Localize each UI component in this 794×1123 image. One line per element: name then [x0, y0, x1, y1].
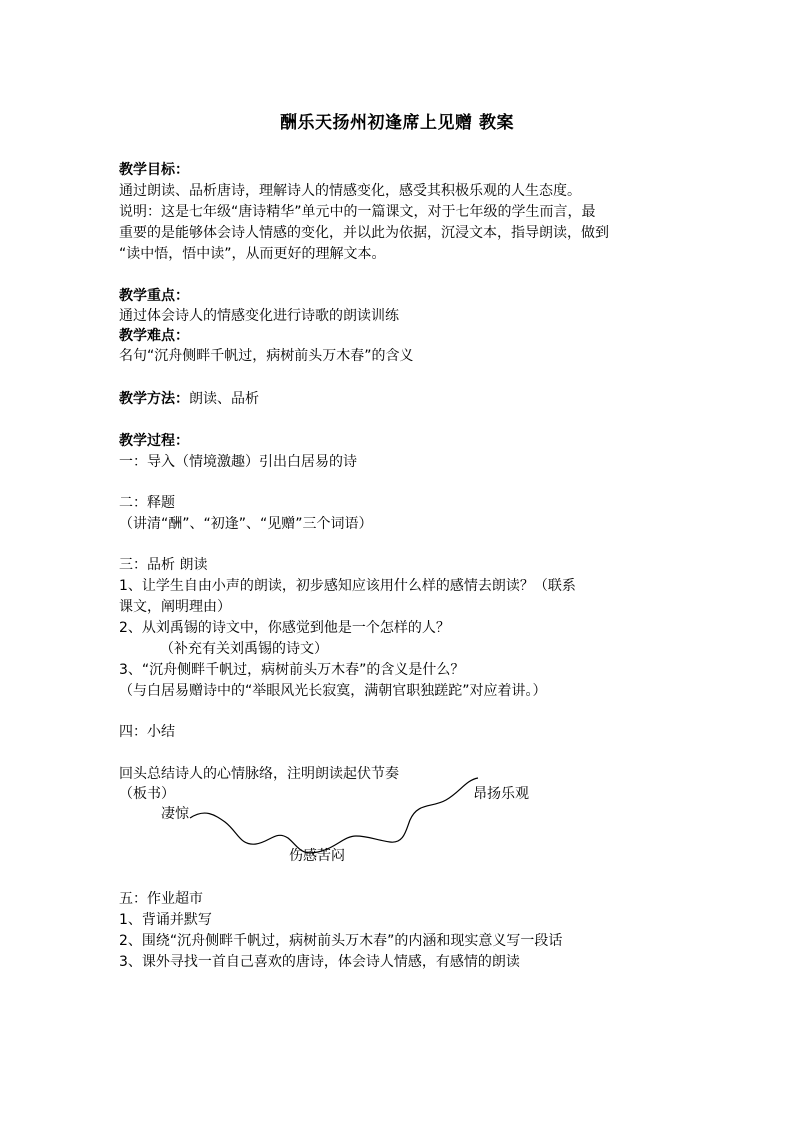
- mood-high-label: 昂扬乐观: [473, 786, 529, 802]
- key-points-text: 通过体会诗人的情感变化进行诗歌的朗读训练: [119, 308, 399, 324]
- difficulties-text: 名句“沉舟侧畔千帆过，病树前头万木春”的含义: [119, 348, 414, 364]
- homework-3: 3、课外寻找一首自己喜欢的唐诗，体会诗人情感，有感情的朗读: [119, 954, 520, 970]
- homework-2: 2、围绕“沉舟侧畔千帆过，病树前头万木春”的内涵和现实意义写一段话: [119, 933, 563, 949]
- process-step-3-2: 2、从刘禹锡的诗文中，你感觉到他是一个怎样的人？: [119, 620, 450, 636]
- objectives-heading: 教学目标：: [119, 162, 189, 178]
- page-title: 酬乐天扬州初逢席上见赠 教案: [280, 113, 514, 133]
- difficulties-heading: 教学难点：: [119, 328, 189, 344]
- mood-start-label: 凄惊: [161, 806, 189, 822]
- objectives-note-2: 重要的是能够体会诗人情感的变化，并以此为依据，沉浸文本，指导朗读，做到: [119, 225, 609, 241]
- process-step-4-title: 四：小结: [119, 724, 175, 740]
- process-step-2-detail: （讲清“酬”、“初逢”、“见赠”三个词语）: [119, 516, 373, 532]
- methods-heading: 教学方法：: [119, 391, 189, 407]
- process-step-1: 一：导入（情境激趣）引出白居易的诗: [119, 454, 357, 470]
- process-heading: 教学过程：: [119, 433, 189, 449]
- key-points-heading: 教学重点：: [119, 288, 189, 304]
- process-step-3-title: 三：品析 朗读: [119, 557, 208, 573]
- process-step-5-title: 五：作业超市: [119, 891, 203, 907]
- objectives-text: 通过朗读、品析唐诗，理解诗人的情感变化，感受其积极乐观的人生态度。: [119, 183, 581, 199]
- process-step-3-1a: 1、让学生自由小声的朗读，初步感知应该用什么样的感情去朗读？（联系: [119, 578, 576, 594]
- board-label: （板书）: [119, 786, 175, 802]
- homework-1: 1、背诵并默写: [119, 912, 212, 928]
- process-step-3-2-note: （补充有关刘禹锡的诗文）: [160, 641, 328, 657]
- objectives-note-1: 说明：这是七年级“唐诗精华”单元中的一篇课文，对于七年级的学生而言，最: [119, 204, 596, 220]
- process-step-3-3-note: （与白居易赠诗中的“举眼风光长寂寞，满朝官职独蹉跎”对应着讲。）: [119, 683, 547, 699]
- process-step-3-3: 3、“沉舟侧畔千帆过，病树前头万木春”的含义是什么？: [119, 662, 465, 678]
- process-step-3-1b: 课文，阐明理由）: [119, 599, 231, 615]
- process-step-2-title: 二：释题: [119, 495, 175, 511]
- mood-curve-line: [190, 778, 478, 853]
- methods-text: 朗读、品析: [189, 391, 259, 407]
- summary-text: 回头总结诗人的心情脉络，注明朗读起伏节奏: [119, 766, 399, 782]
- mood-low-label: 伤感苦闷: [289, 848, 345, 864]
- objectives-note-3: “读中悟，悟中读”，从而更好的理解文本。: [119, 246, 386, 262]
